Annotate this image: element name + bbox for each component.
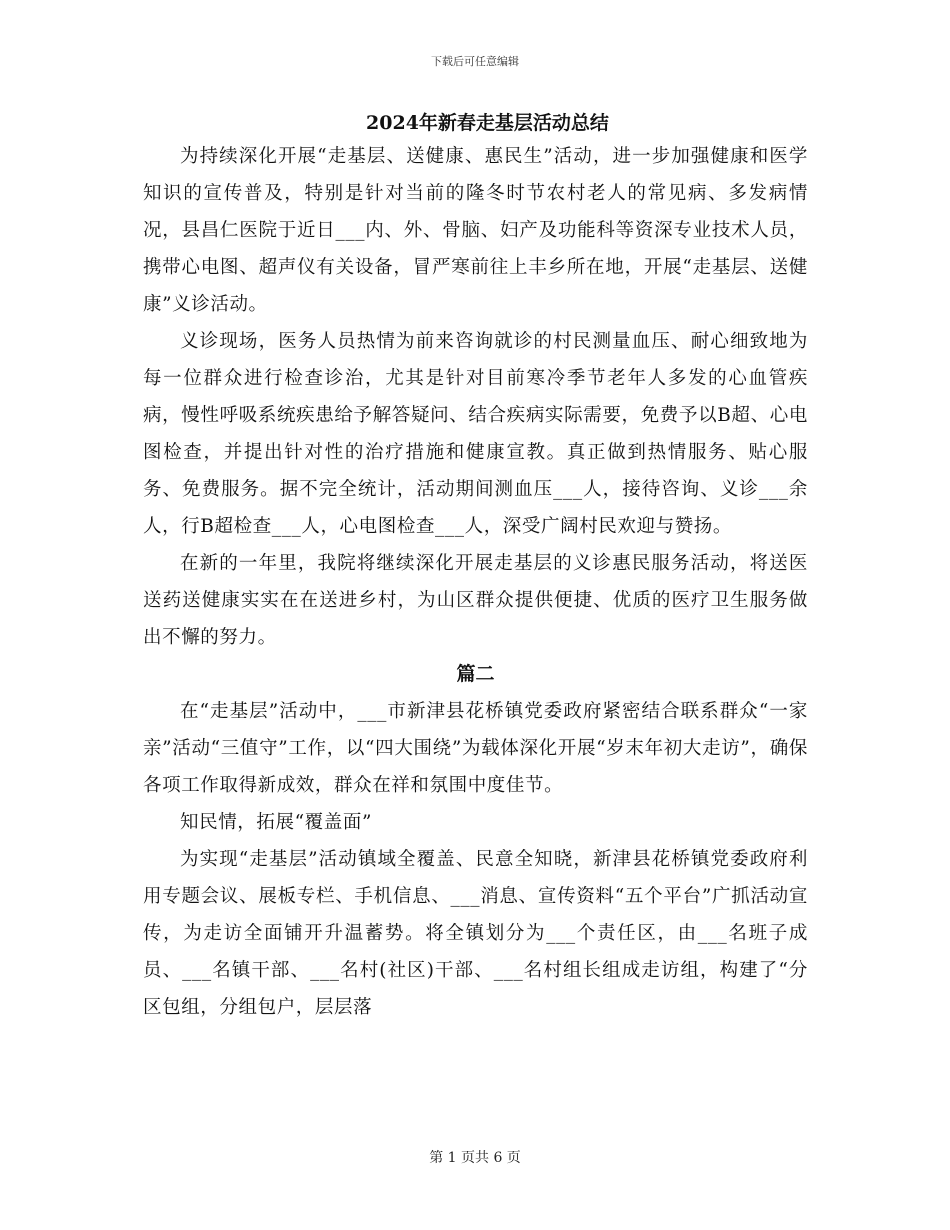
paragraph: 为持续深化开展“走基层、送健康、惠民生”活动，进一步加强健康和医学知识的宣传普及，特别是针对当前的隆冬时节农村老人的常见病、多发病情况，县昌仁医院于近日___内、外、骨脑、妇产及功能科等资深专业技术人员，携带心电图、超声仪有关设备，冒严寒前往上丰乡所在地，开展“走基层、送健康”义诊活动。 [143, 146, 808, 315]
document-title: 2024年新春走基层活动总结 [366, 112, 609, 134]
paragraph: 为实现“走基层”活动镇域全覆盖、民意全知晓，新津县花桥镇党委政府利用专题会议、展板专栏、手机信息、___消息、宣传资料“五个平台”广抓活动宣传，为走访全面铺开升温蓄势。将全镇划分为___个责任区，由___名班子成员、___名镇干部、___名村(社区)干部、___名村组长组成走访组，构建了“分区包组，分组包户，层层落 [143, 849, 808, 1018]
page-header: 下载后可任意编辑 [431, 55, 519, 68]
page-footer: 第 1 页共 6 页 [429, 1150, 521, 1166]
paragraph: 义诊现场，医务人员热情为前来咨询就诊的村民测量血压、耐心细致地为每一位群众进行检查诊治，尤其是针对目前寒冷季节老年人多发的心血管疾病，慢性呼吸系统疾患给予解答疑问、结合疾病实际需要，免费予以B超、心电图检查，并提出针对性的治疗措施和健康宣教。真正做到热情服务、贴心服务、免费服务。据不完全统计，活动期间测血压___人，接待咨询、义诊___余人，行B超检查___人，心电图检查___人，深受广阔村民欢迎与赞扬。 [143, 331, 808, 537]
section-title: 篇二 [456, 663, 495, 685]
paragraph: 在“走基层”活动中，___市新津县花桥镇党委政府紧密结合联系群众“一家亲”活动“三值守”工作，以“四大围绕”为载体深化开展“岁末年初大走访”，确保各项工作取得新成效，群众在祥和氛围中度佳节。 [143, 701, 808, 796]
paragraph: 在新的一年里，我院将继续深化开展走基层的义诊惠民服务活动，将送医送药送健康实实在在送进乡村，为山区群众提供便捷、优质的医疗卫生服务做出不懈的努力。 [143, 553, 808, 648]
document-body [143, 108, 808, 1026]
subheading-paragraph: 知民情，拓展“覆盖面” [180, 812, 373, 833]
